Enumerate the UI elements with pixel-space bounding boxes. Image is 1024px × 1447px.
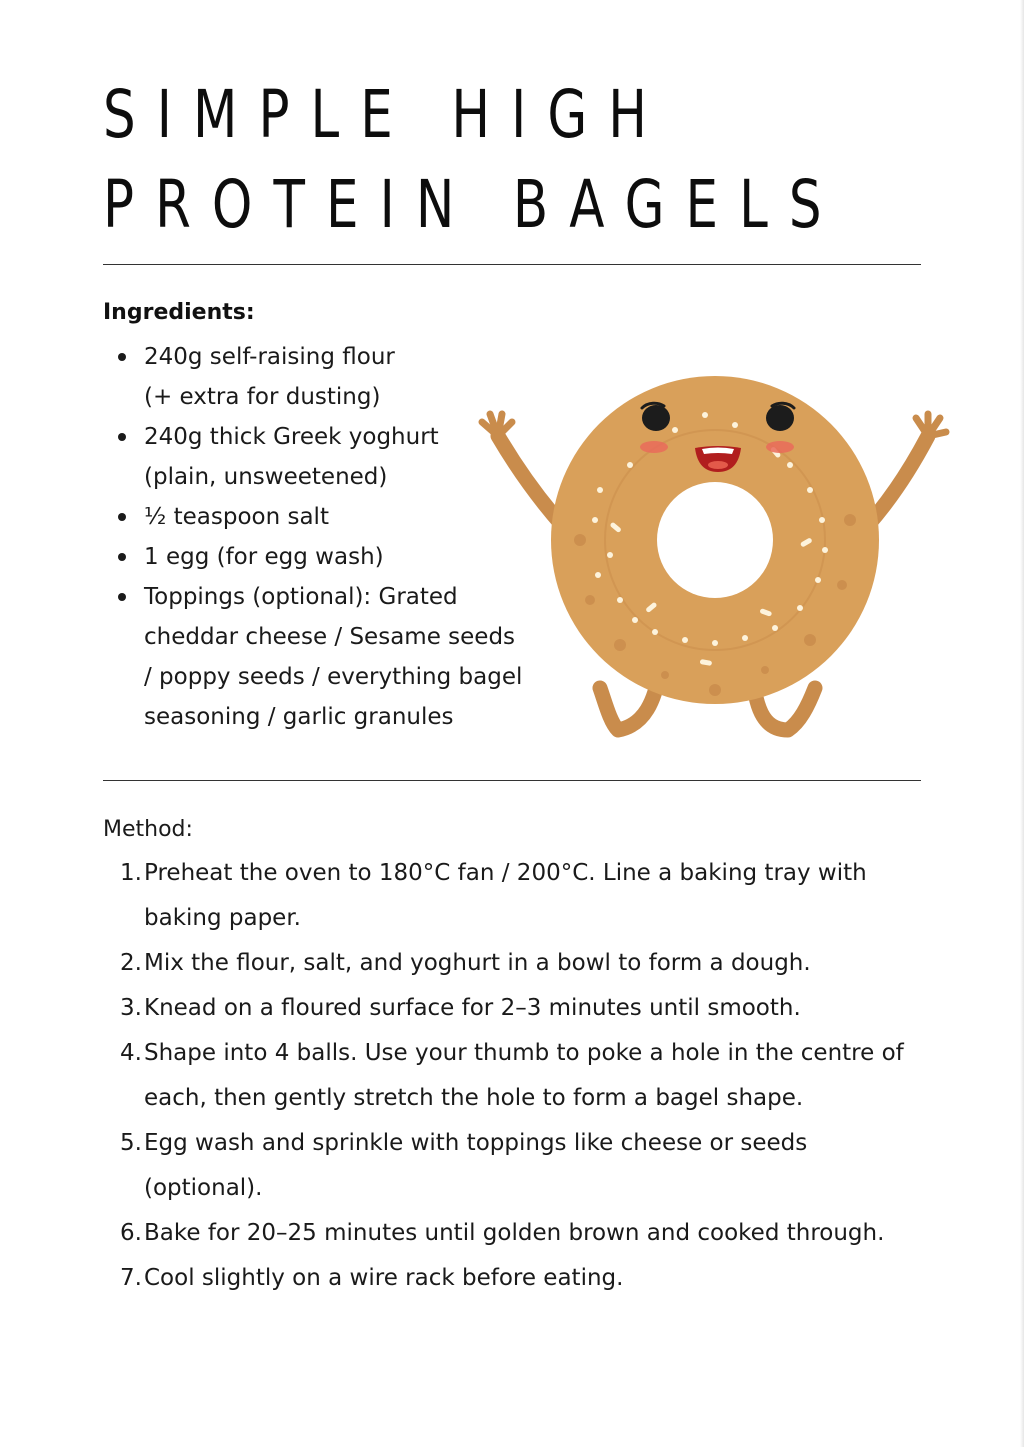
step-number: 4. [120,1040,142,1066]
title-divider [103,264,921,265]
page-edge-shadow [1020,0,1024,1447]
ingredient-line: 240g self-raising flour [144,344,395,370]
method-step [120,1256,944,1301]
step-line: (optional). [144,1175,263,1201]
method-step [120,1211,944,1256]
ingredients-heading: Ingredients: [103,300,255,325]
method-step [120,986,944,1031]
step-line: Shape into 4 balls. Use your thumb to poke a hole in the centre of [144,1040,904,1066]
ingredient-line: seasoning / garlic granules [144,704,454,730]
method-heading: Method: [103,817,193,842]
step-number: 5. [120,1130,142,1156]
ingredient-line: Toppings (optional): Grated [144,584,458,610]
method-step [120,1121,944,1211]
step-number: 2. [120,950,142,976]
ingredient-line: 240g thick Greek yoghurt [144,424,439,450]
recipe-title [103,70,843,250]
section-divider [103,780,921,781]
ingredient-line: ½ teaspoon salt [144,504,329,530]
step-line: Preheat the oven to 180°C fan / 200°C. Line a baking tray with [144,860,867,886]
step-number: 1. [120,860,142,886]
ingredient-line: (plain, unsweetened) [144,464,388,490]
method-steps-list [120,851,944,1301]
step-line: Egg wash and sprinkle with toppings like cheese or seeds [144,1130,808,1156]
step-line: each, then gently stretch the hole to form a bagel shape. [144,1085,804,1111]
step-number: 6. [120,1220,142,1246]
ingredient-line: / poppy seeds / everything bagel [144,664,523,690]
ingredient-line: cheddar cheese / Sesame seeds [144,624,516,650]
step-number: 7. [120,1265,142,1291]
ingredient-line: 1 egg (for egg wash) [144,544,384,570]
ingredient-line: (+ extra for dusting) [144,384,381,410]
title-line-1: SIMPLE HIGH [103,76,669,153]
method-step [120,851,944,941]
step-line: Mix the flour, salt, and yoghurt in a bowl to form a dough. [144,950,811,976]
step-line: Cool slightly on a wire rack before eating. [144,1265,624,1291]
step-number: 3. [120,995,142,1021]
step-line: Bake for 20–25 minutes until golden brown and cooked through. [144,1220,885,1246]
step-line: Knead on a floured surface for 2–3 minutes until smooth. [144,995,801,1021]
bagel-mascot-illustration [470,370,960,750]
title-line-2: PROTEIN BAGELS [103,166,843,243]
step-line: baking paper. [144,905,301,931]
method-step [120,1031,944,1121]
method-step [120,941,944,986]
bagel-ring [551,376,879,704]
